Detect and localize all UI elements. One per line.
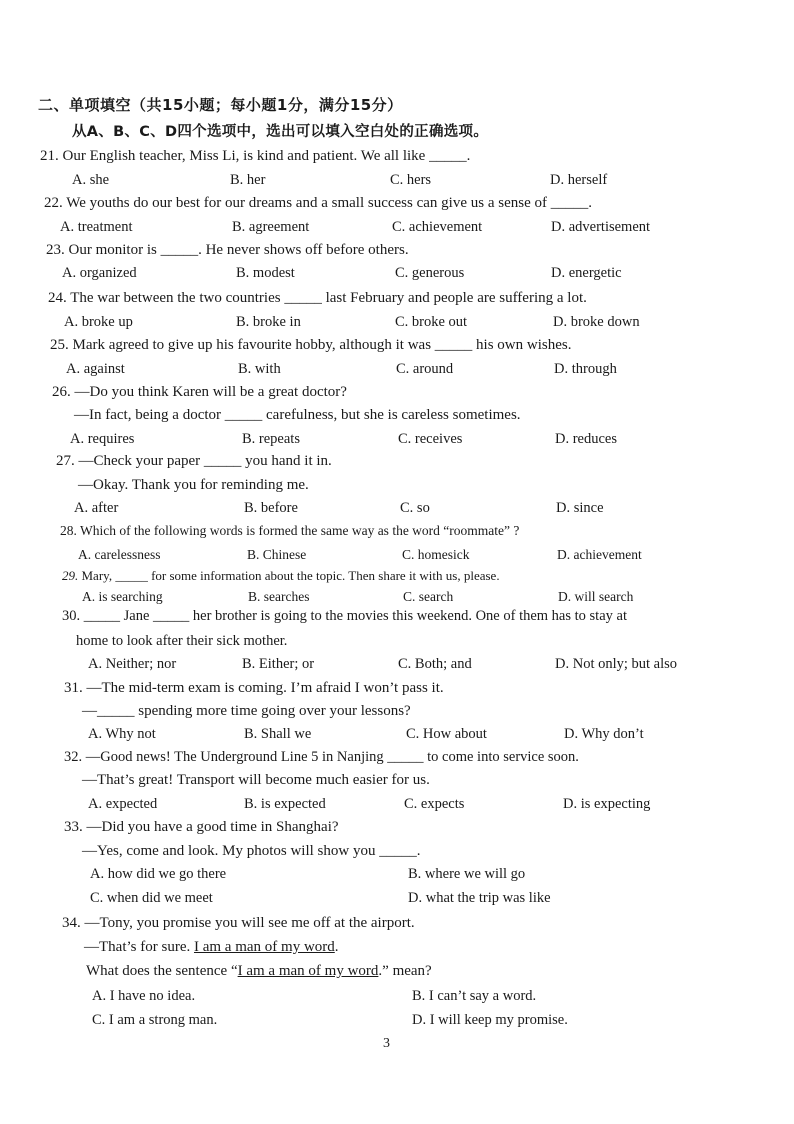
option-a: A. is searching: [82, 589, 163, 604]
option-b: B. with: [238, 361, 281, 377]
question-text: —In fact, being a doctor _____ carefulness, but she is careless sometimes.: [74, 407, 521, 423]
option-c: C. when did we meet: [90, 890, 213, 906]
option-a: A. Why not: [88, 726, 156, 742]
option-b: B. Chinese: [247, 547, 307, 562]
option-c: C. achievement: [392, 219, 483, 235]
question-number: 21.: [40, 148, 59, 164]
question-number: 27.: [56, 453, 75, 469]
question-stem: [62, 607, 627, 625]
section-title: 二、单项填空（共15小题；每小题1分，满分15分）: [38, 96, 403, 114]
option-d: D. energetic: [551, 265, 622, 281]
question-text: Our monitor is _____. He never shows off before others.: [68, 242, 409, 258]
option-d: D. reduces: [555, 431, 618, 447]
question-stem: [50, 336, 571, 354]
option-a: A. she: [72, 172, 110, 188]
option-a: A. carelessness: [78, 547, 161, 562]
question-text: —Okay. Thank you for reminding me.: [78, 477, 309, 493]
question-text: —Do you think Karen will be a great doctor?: [74, 384, 347, 400]
question-number: 28.: [60, 523, 77, 538]
question-stem: [64, 679, 444, 697]
question-text: Mary, _____ for some information about the topic. Then share it with us, please.: [81, 568, 500, 583]
option-a: A. how did we go there: [90, 866, 227, 882]
question-number: 33.: [64, 819, 83, 835]
option-d: D. advertisement: [551, 219, 651, 235]
option-d: D. herself: [550, 172, 608, 188]
question-stem: [48, 289, 587, 307]
question-number: 30.: [62, 608, 81, 624]
question-stem: [62, 567, 500, 585]
question-stem: [44, 194, 592, 212]
question-text: _____ Jane _____ her brother is going to the movies this weekend. One of them has to stay at: [83, 608, 627, 624]
option-c: C. around: [396, 361, 454, 377]
option-b: B. her: [230, 172, 266, 188]
question-text: Our English teacher, Miss Li, is kind and patient. We all like _____.: [62, 148, 471, 164]
option-d: D. what the trip was like: [408, 890, 551, 906]
option-a: A. expected: [88, 796, 158, 812]
question-number: 25.: [50, 337, 69, 353]
question-stem: [60, 522, 519, 540]
question-text: —Good news! The Underground Line 5 in Nanjing _____ to come into service soon.: [85, 749, 579, 765]
option-c: C. expects: [404, 796, 465, 812]
option-d: D. is expecting: [563, 796, 651, 812]
question-text: We youths do our best for our dreams and a small success can give us a sense of _____.: [66, 195, 592, 211]
option-b: B. before: [244, 500, 298, 516]
question-number: 29.: [62, 568, 79, 583]
option-d: D. since: [556, 500, 604, 516]
option-b: B. Either; or: [242, 656, 315, 672]
option-a: A. I have no idea.: [92, 988, 196, 1004]
question-text: What does the sentence “I am a man of my word.” mean?: [86, 963, 432, 979]
option-a: A. against: [66, 361, 125, 377]
question-stem: [62, 914, 415, 932]
option-a: A. Neither; nor: [88, 656, 177, 672]
question-text: —_____ spending more time going over your lessons?: [82, 703, 411, 719]
question-text: —That’s great! Transport will become much easier for us.: [82, 772, 430, 788]
option-d: D. I will keep my promise.: [412, 1012, 568, 1028]
option-c: C. Both; and: [398, 656, 472, 672]
option-a: A. organized: [62, 265, 137, 281]
option-c: C. so: [400, 500, 430, 516]
option-b: B. repeats: [242, 431, 300, 447]
option-a: A. treatment: [60, 219, 133, 235]
question-text: Mark agreed to give up his favourite hobby, although it was _____ his own wishes.: [72, 337, 572, 353]
question-text: —Tony, you promise you will see me off at the airport.: [84, 915, 415, 931]
question-stem: [52, 383, 347, 401]
option-b: B. searches: [248, 589, 310, 604]
option-b: B. modest: [236, 265, 295, 281]
question-text: —Check your paper _____ you hand it in.: [78, 453, 332, 469]
option-b: B. where we will go: [408, 866, 526, 882]
option-b: B. Shall we: [244, 726, 312, 742]
question-stem: [46, 241, 409, 259]
option-c: C. broke out: [395, 314, 468, 330]
option-b: B. broke in: [236, 314, 301, 330]
option-d: D. Not only; but also: [555, 656, 678, 672]
option-c: C. How about: [406, 726, 487, 742]
question-text: —The mid-term exam is coming. I’m afraid I won’t pass it.: [86, 680, 444, 696]
option-b: B. agreement: [232, 219, 310, 235]
option-d: D. broke down: [553, 314, 640, 330]
option-c: C. generous: [395, 265, 465, 281]
question-number: 23.: [46, 242, 65, 258]
option-c: C. I am a strong man.: [92, 1012, 218, 1028]
question-stem: [56, 452, 332, 470]
question-number: 31.: [64, 680, 83, 696]
question-text: The war between the two countries _____ last February and people are suffering a lot.: [70, 290, 587, 306]
option-a: A. requires: [70, 431, 135, 447]
question-text: —Yes, come and look. My photos will show you _____.: [82, 843, 421, 859]
question-stem: [40, 147, 470, 165]
option-a: A. after: [74, 500, 119, 516]
page-number: 3: [383, 1036, 390, 1051]
question-text: home to look after their sick mother.: [76, 633, 288, 649]
question-number: 22.: [44, 195, 63, 211]
option-c: C. homesick: [402, 547, 470, 562]
option-a: A. broke up: [64, 314, 133, 330]
option-d: D. through: [554, 361, 617, 377]
option-b: B. is expected: [244, 796, 326, 812]
option-c: C. search: [403, 589, 454, 604]
option-d: D. will search: [558, 589, 634, 604]
option-c: C. receives: [398, 431, 463, 447]
question-text: Which of the following words is formed the same way as the word “roommate” ?: [80, 523, 520, 538]
question-number: 26.: [52, 384, 71, 400]
option-b: B. I can’t say a word.: [412, 988, 537, 1004]
question-stem: [64, 748, 579, 766]
question-text: —Did you have a good time in Shanghai?: [86, 819, 339, 835]
question-number: 34.: [62, 915, 81, 931]
question-stem: [64, 818, 339, 836]
question-number: 32.: [64, 749, 83, 765]
question-text-underlined-phrase: —That’s for sure. I am a man of my word.: [84, 939, 339, 955]
option-c: C. hers: [390, 172, 432, 188]
option-d: D. achievement: [557, 547, 642, 562]
section-instruction: 从A、B、C、D四个选项中，选出可以填入空白处的正确选项。: [72, 124, 489, 140]
question-number: 24.: [48, 290, 67, 306]
option-d: D. Why don’t: [564, 726, 644, 742]
